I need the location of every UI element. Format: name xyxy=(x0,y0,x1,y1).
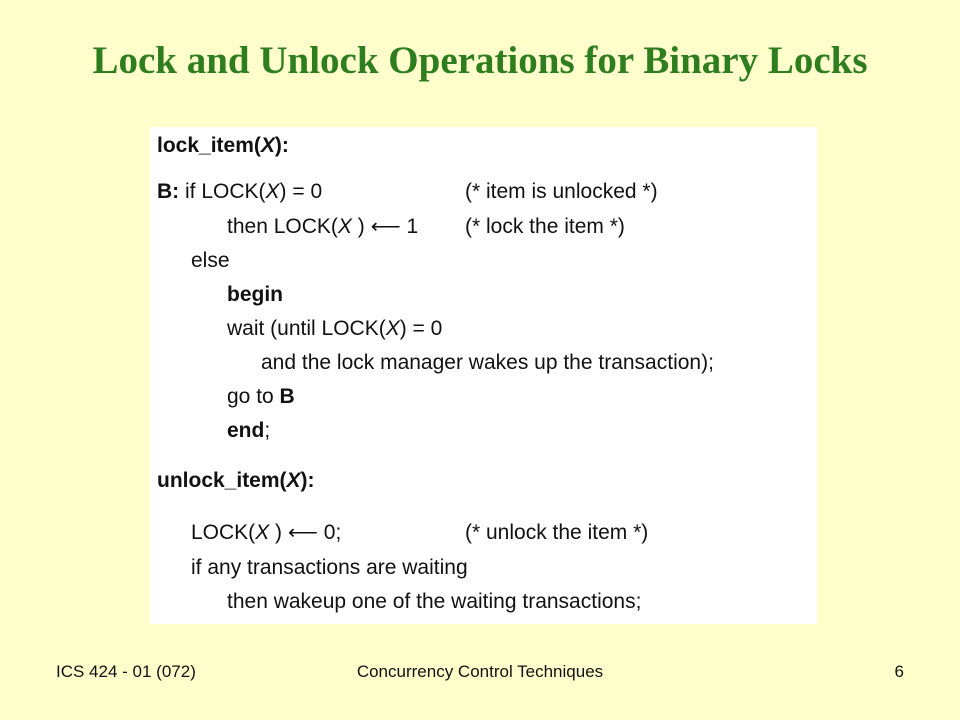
footer-page-number: 6 xyxy=(894,662,904,681)
unlock-prefix: LOCK( xyxy=(191,521,256,544)
label-b: B: xyxy=(157,180,180,203)
slide-title: Lock and Unlock Operations for Binary Locks xyxy=(92,39,868,82)
lock-item-header xyxy=(157,133,289,159)
line-if-waiting: if any transactions are waiting xyxy=(191,556,468,579)
footer-course: ICS 424 - 01 (072) xyxy=(56,662,196,681)
line-goto xyxy=(227,384,295,410)
var-x: X xyxy=(265,180,280,203)
line-then-lock xyxy=(227,214,418,240)
goto-prefix: go to xyxy=(227,385,280,408)
goto-target: B xyxy=(279,385,295,408)
end-keyword: end xyxy=(227,419,265,442)
line-unlock xyxy=(191,520,341,546)
var-x: X xyxy=(385,317,400,340)
if-prefix: if LOCK( xyxy=(179,180,266,203)
lock-item-var: X xyxy=(260,134,275,157)
line-end xyxy=(227,418,270,444)
line-begin: begin xyxy=(227,283,283,306)
lock-item-name: lock_item( xyxy=(157,134,261,157)
comment-unlocked: (* item is unlocked *) xyxy=(465,180,658,203)
line-else: else xyxy=(191,249,230,272)
var-x: X xyxy=(337,215,352,238)
footer-topic: Concurrency Control Techniques xyxy=(356,662,604,681)
line-wakes: and the lock manager wakes up the transaction); xyxy=(261,351,714,374)
then-prefix: then LOCK( xyxy=(227,215,338,238)
unlock-item-close: ): xyxy=(300,469,315,492)
line-b-if xyxy=(157,179,322,205)
lock-item-close: ): xyxy=(274,134,289,157)
unlock-item-name: unlock_item( xyxy=(157,469,287,492)
eq-zero: ) = 0 xyxy=(279,180,323,203)
comment-lock: (* lock the item *) xyxy=(465,215,625,238)
unlock-item-var: X xyxy=(286,469,301,492)
assign-one: ) ⟵ 1 xyxy=(351,215,419,238)
wait-prefix: wait (until LOCK( xyxy=(227,317,386,340)
wait-suffix: ) = 0 xyxy=(399,317,443,340)
var-x: X xyxy=(255,521,270,544)
code-panel xyxy=(150,127,817,624)
unlock-item-header xyxy=(157,468,315,494)
end-semicolon: ; xyxy=(264,419,271,442)
line-then-wakeup: then wakeup one of the waiting transactions; xyxy=(227,590,642,613)
line-wait xyxy=(227,316,442,342)
assign-zero: ) ⟵ 0; xyxy=(269,521,342,544)
comment-unlock: (* unlock the item *) xyxy=(465,521,649,544)
